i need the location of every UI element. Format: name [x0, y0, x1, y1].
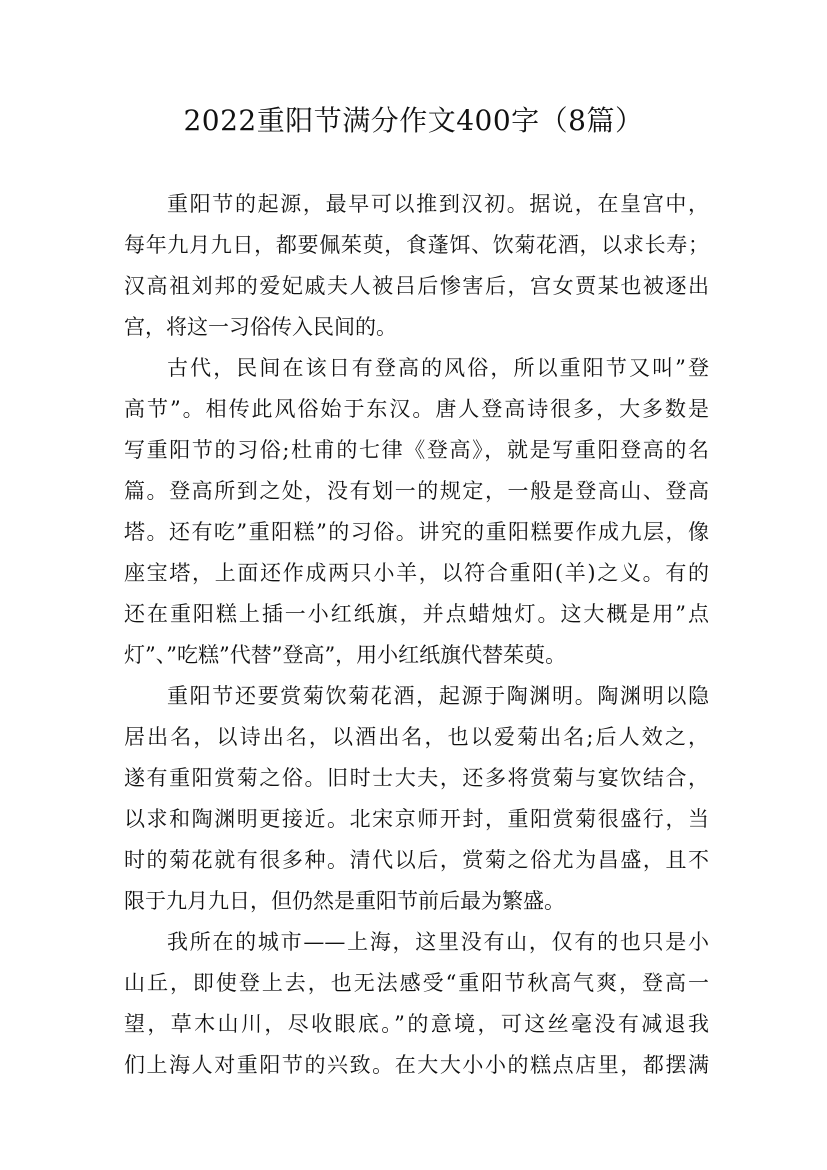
text-line: 居出名，以诗出名，以酒出名，也以爱菊出名;后人效之， [124, 725, 709, 749]
text-line: 古代，民间在该日有登高的风俗，所以重阳节又叫”登 [167, 356, 709, 380]
text-line: 每年九月九日，都要佩茱萸，食蓬饵、饮菊花酒，以求长寿； [124, 233, 709, 257]
paragraph [124, 184, 709, 348]
text-line: 时的菊花就有很多种。清代以后，赏菊之俗尤为昌盛，且不 [124, 848, 709, 872]
text-line: 汉高祖刘邦的爱妃戚夫人被吕后惨害后，宫女贾某也被逐出 [124, 274, 709, 298]
document-title: 2022重阳节满分作文400字（8篇） [183, 104, 644, 137]
text-line: 限于九月九日，但仍然是重阳节前后最为繁盛。 [124, 889, 565, 913]
paragraph [124, 922, 709, 1086]
text-line: 重阳节的起源，最早可以推到汉初。据说，在皇宫中， [167, 192, 709, 216]
text-line: 塔。还有吃”重阳糕”的习俗。讲究的重阳糕要作成九层，像 [124, 520, 709, 544]
text-line: 我所在的城市——上海，这里没有山，仅有的也只是小 [167, 930, 709, 954]
text-line: 写重阳节的习俗;杜甫的七律《登高》，就是写重阳登高的名 [124, 438, 709, 462]
text-line: 还在重阳糕上插一小红纸旗，并点蜡烛灯。这大概是用”点 [124, 602, 709, 626]
paragraph [124, 676, 709, 922]
text-line: 篇。登高所到之处，没有划一的规定，一般是登高山、登高 [124, 479, 709, 503]
text-line: 宫，将这一习俗传入民间的。 [124, 315, 397, 339]
paragraph [124, 348, 709, 676]
text-line: 遂有重阳赏菊之俗。旧时士大夫，还多将赏菊与宴饮结合， [124, 766, 709, 790]
text-line: 座宝塔，上面还作成两只小羊，以符合重阳(羊)之义。有的 [124, 561, 709, 585]
document-body [124, 184, 709, 1086]
text-line: 高节”。相传此风俗始于东汉。唐人登高诗很多，大多数是 [124, 397, 709, 421]
text-line: 望，草木山川，尽收眼底。”的意境，可这丝毫没有减退我 [124, 1012, 709, 1036]
text-line: 山丘，即使登上去，也无法感受“重阳节秋高气爽，登高一 [124, 971, 709, 995]
text-line: 以求和陶渊明更接近。北宋京师开封，重阳赏菊很盛行，当 [124, 807, 709, 831]
text-line: 灯”、”吃糕”代替”登高”，用小红纸旗代替茱萸。 [124, 643, 567, 667]
text-line: 们上海人对重阳节的兴致。在大大小小的糕点店里，都摆满 [124, 1053, 709, 1077]
text-line: 重阳节还要赏菊饮菊花酒，起源于陶渊明。陶渊明以隐 [167, 684, 709, 708]
